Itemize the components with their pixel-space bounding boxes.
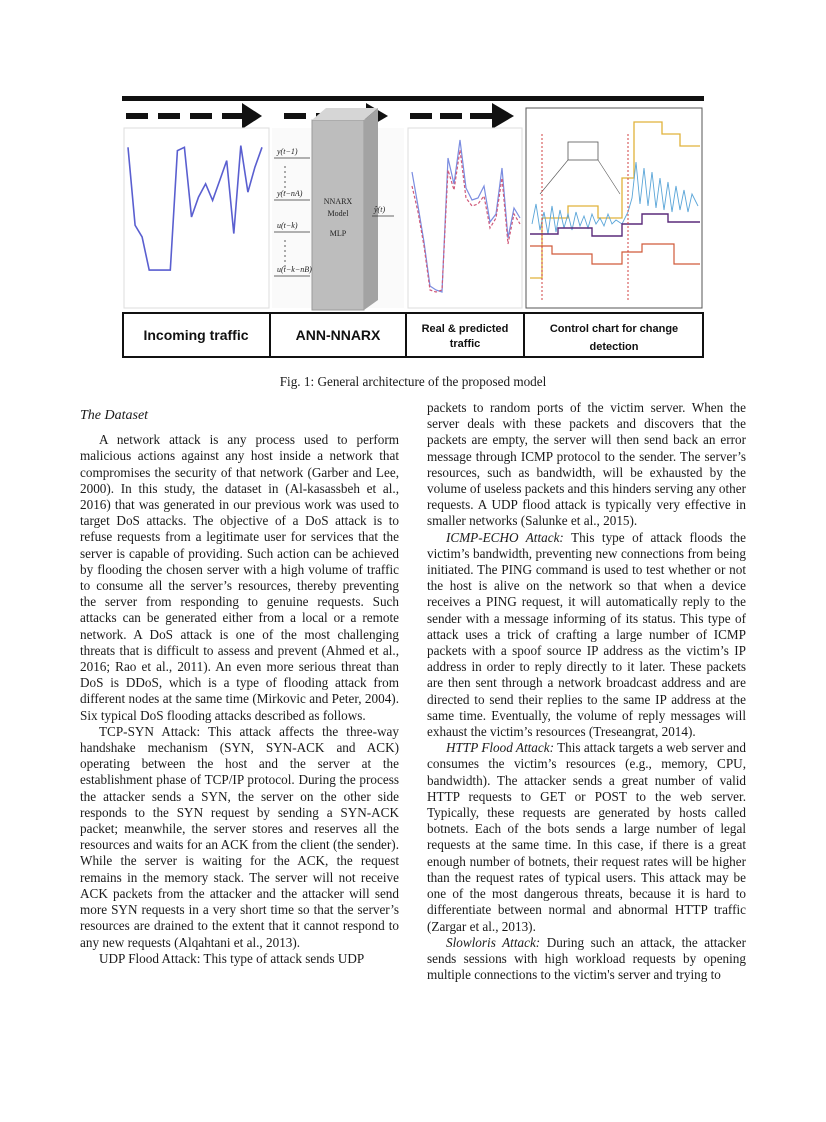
paragraph: ICMP-ECHO Attack: This type of attack floods the victim’s bandwidth, preventing new connections from being initiated. The PING command is used to test whether or not the host is alive on the network so that when a device receives a PING request, it will automatically reply to the sender with a message informing of its status. This type of attack uses a trick of crafting a large number of ICMP packets with a spoof source IP address as the victim’s IP address in order to reply directly to it later. These packets are then sent through a network broadcast address and are directed to send their replies to the same IP address at the same time. Eventually, the volume of reply messages will exhaust the victim’s resources (Treseangrat, 2014). (427, 529, 746, 740)
control-chart-plot (526, 108, 702, 308)
svg-text:NNARX: NNARX (323, 197, 353, 206)
paragraph: Slowloris Attack: During such an attack, the attacker sends sessions with high workload requests by opening multiple connections to the victim's server and trying to (427, 934, 746, 983)
svg-text:ANN-NNARX: ANN-NNARX (295, 327, 381, 343)
svg-text:u(t−k): u(t−k) (277, 221, 298, 230)
svg-text:y(t−1): y(t−1) (277, 147, 298, 156)
svg-text:u(t−k−nB): u(t−k−nB) (277, 265, 312, 274)
left-column (80, 400, 399, 967)
section-heading: The Dataset (80, 408, 149, 423)
svg-text:traffic: traffic (449, 338, 481, 350)
svg-text:y(t−nA): y(t−nA) (277, 189, 303, 198)
svg-text:Control chart for change: Control chart for change (549, 323, 679, 335)
panel-label-bar (123, 313, 703, 357)
right-column (427, 400, 746, 983)
paragraph: UDP Flood Attack: This type of attack sends UDP (99, 950, 365, 966)
svg-text:ŷ(t): ŷ(t) (374, 205, 386, 214)
paragraph: HTTP Flood Attack: This attack targets a web server and consumes the victim’s resources (e.g., memory, CPU, bandwidth). The attacker sends a great number of valid HTTP requests to GET or POST to the web server. Typically, these requests are generated by hosts called botnets. Each of the bots sends a large number of legal requests at the same time. In this case, if there is a great enough number of botnets, their request rates will be higher than the request rates of typical users. This attack may be one of the most dangerous threats, because it is hard to differentiate between normal and abnormal HTTP traffic (Zargar et al., 2013). (427, 740, 746, 934)
real-predicted-plot (408, 128, 522, 308)
incoming-traffic-plot (124, 128, 269, 308)
paragraph: A network attack is any process used to perform malicious actions against any host inside a network that compromises the security of that network (Garber and Lee, 2000). In this study, the dataset in (Al-kasassbeh et al., 2016) that was generated in our previous work was used to target DoS attacks. The objective of a DoS attack is to refuse requests from a legitimate user for services that the server is capable of providing. Such action can be achieved by flooding the chosen server with a high volume of traffic to consume all the server’s resources, thereby preventing the server from responding to genuine requests. Such attacks can be generated either from a local or a remote network. A DoS attack is one of the most challenging threats that is difficult to assess and prevent (Ahmed et al., 2016; Rao et al., 2011). An even more serious threat than DoS is DDoS, which is a type of flooding attack from different nodes at the same time (Mirkovic and Peter, 2004). Six typical DoS flooding attacks described as follows. (80, 432, 399, 723)
paragraph-title: ICMP-ECHO Attack: (446, 529, 564, 545)
svg-text:Model: Model (327, 209, 349, 218)
architecture-diagram (122, 94, 704, 360)
paragraph: TCP-SYN Attack: This attack affects the three-way handshake mechanism (SYN, SYN-ACK and ACK) operating between the host and the server at the establishment phase of TCP/IP protocol. During the process the attacker sends a SYN, the server on the other side responds to the SYN request by sending a SYN-ACK packet; meanwhile, the server stores and reserves all the resources and waits for an ACK from the client (the sender). While the server is waiting for the ACK, the request remains in the memory stack. The server will not receive ACK packets from the attacker and the attacker will send more SYN requests in a very short time so that the server’s resources are drained to the extent that it cannot respond to any new requests (Alqahtani et al., 2013). (80, 723, 399, 950)
nnarx-model-block (272, 108, 404, 310)
svg-text:detection: detection (589, 341, 639, 353)
figure-caption: Fig. 1: General architecture of the proposed model (279, 374, 547, 389)
paragraph: packets to random ports of the victim server. When the server deals with these packets and discovers that the packets are empty, the server will then send back an error message through ICMP protocol to the sender. The server’s resources, such as bandwidth, will be exhausted by the volume of useless packets and this hinders serving any other requests. A UDP flood attack is typically very effective in smaller networks (Salunke et al., 2015). (427, 400, 746, 529)
top-bar (122, 96, 704, 101)
svg-text:Incoming traffic: Incoming traffic (143, 327, 249, 343)
svg-text:MLP: MLP (329, 229, 347, 238)
svg-text:Real & predicted: Real & predicted (421, 323, 509, 335)
paragraph-title: HTTP Flood Attack: (446, 740, 555, 756)
architecture-figure (122, 94, 704, 360)
paragraph-title: Slowloris Attack: (446, 934, 541, 950)
